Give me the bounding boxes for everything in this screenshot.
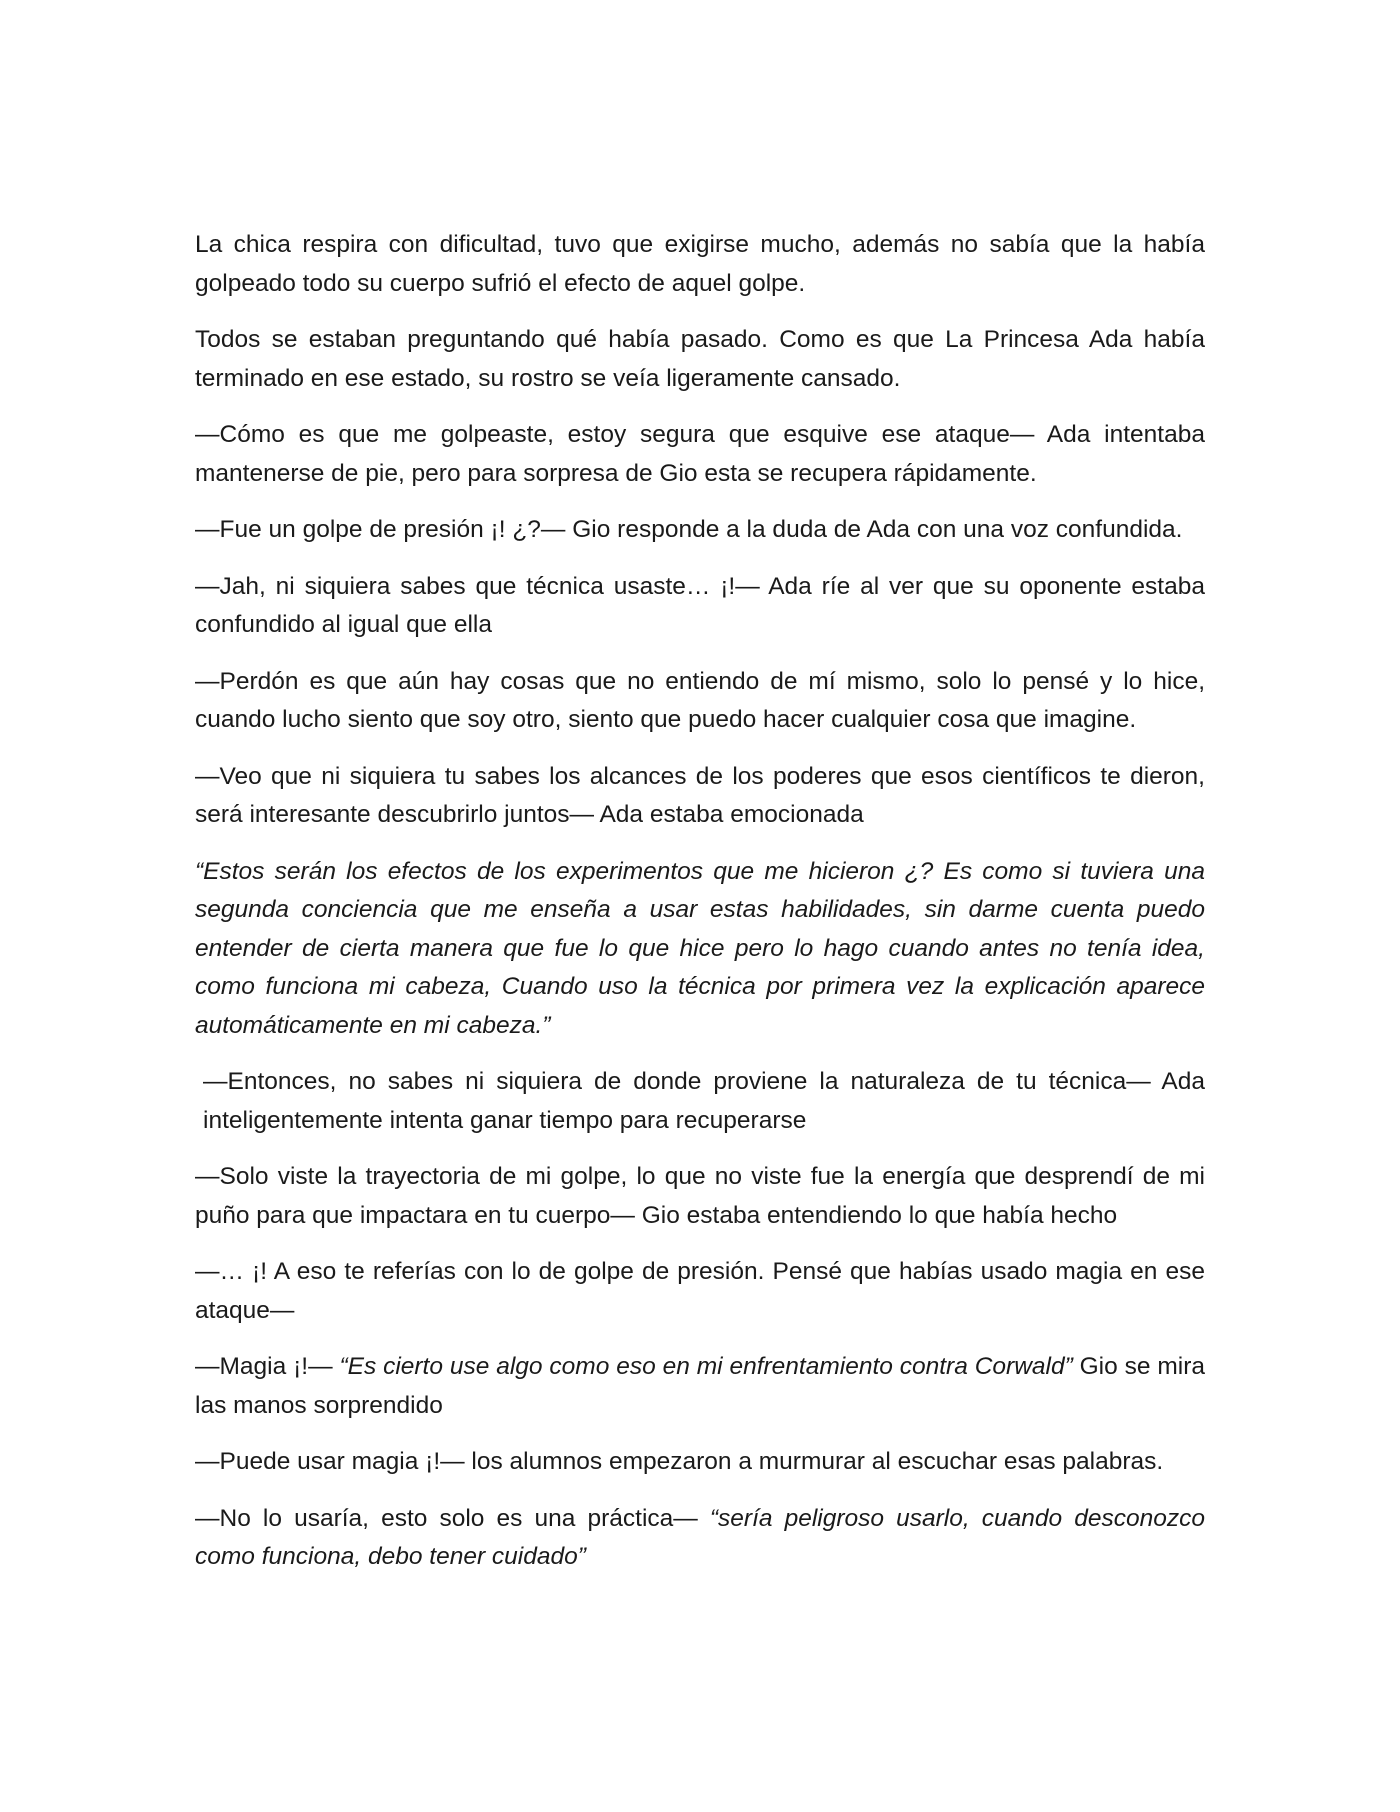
paragraph-2: Todos se estaban preguntando qué había pasado. Como es que La Princesa Ada había terminado en ese estado, su rostro se veía ligeramente cansado.	[195, 326, 1205, 392]
paragraph-13: —Puede usar magia ¡!— los alumnos empezaron a murmurar al escuchar esas palabras.	[195, 1448, 1164, 1475]
paragraph-12-dialogue: —Magia ¡!—	[195, 1353, 340, 1380]
paragraph-8-inner-thought: “Estos serán los efectos de los experimentos que me hicieron ¿? Es como si tuviera una segunda conciencia que me enseña a usar estas habilidades, sin darme cuenta puedo entender de cierta manera que fue lo que hice pero lo hago cuando antes no tenía idea, como funciona mi cabeza, Cuando uso la técnica por primera vez la explicación aparece automáticamente en mi cabeza.”	[195, 857, 1205, 1039]
paragraph-1: La chica respira con dificultad, tuvo que exigirse mucho, además no sabía que la había golpeado todo su cuerpo sufrió el efecto de aquel golpe.	[195, 231, 1205, 297]
paragraph-12-narration: Gio se mira las manos sorprendido	[195, 1353, 1206, 1419]
document-page	[195, 226, 1205, 1595]
paragraph-3: —Cómo es que me golpeaste, estoy segura que esquive ese ataque— Ada intentaba mantenerse de pie, pero para sorpresa de Gio esta se recupera rápidamente.	[195, 421, 1205, 487]
paragraph-12-thought: “Es cierto use algo como eso en mi enfrentamiento contra Corwald”	[339, 1353, 1073, 1380]
paragraph-6: —Perdón es que aún hay cosas que no entiendo de mí mismo, solo lo pensé y lo hice, cuando lucho siento que soy otro, siento que puedo hacer cualquier cosa que imagine.	[195, 667, 1205, 733]
paragraph-4: —Fue un golpe de presión ¡! ¿?— Gio responde a la duda de Ada con una voz confundida.	[195, 516, 1183, 543]
paragraph-7: —Veo que ni siquiera tu sabes los alcances de los poderes que esos científicos te dieron, será interesante descubrirlo juntos— Ada estaba emocionada	[195, 762, 1205, 828]
paragraph-5: —Jah, ni siquiera sabes que técnica usaste… ¡!— Ada ríe al ver que su oponente estaba confundido al igual que ella	[195, 572, 1205, 638]
paragraph-9: —Entonces, no sabes ni siquiera de donde proviene la naturaleza de tu técnica— Ada inteligentemente intenta ganar tiempo para recuperarse	[203, 1068, 1205, 1134]
paragraph-10: —Solo viste la trayectoria de mi golpe, lo que no viste fue la energía que desprendí de mi puño para que impactara en tu cuerpo— Gio estaba entendiendo lo que había hecho	[195, 1163, 1205, 1229]
paragraph-12	[195, 1348, 1205, 1425]
paragraph-14-thought: “sería peligroso usarlo, cuando desconozco como funciona, debo tener cuidado”	[195, 1504, 1205, 1570]
paragraph-14	[195, 1500, 1205, 1577]
paragraph-14-dialogue: —No lo usaría, esto solo es una práctica—	[195, 1504, 710, 1532]
paragraph-11: —… ¡! A eso te referías con lo de golpe de presión. Pensé que habías usado magia en ese ataque—	[195, 1258, 1205, 1324]
